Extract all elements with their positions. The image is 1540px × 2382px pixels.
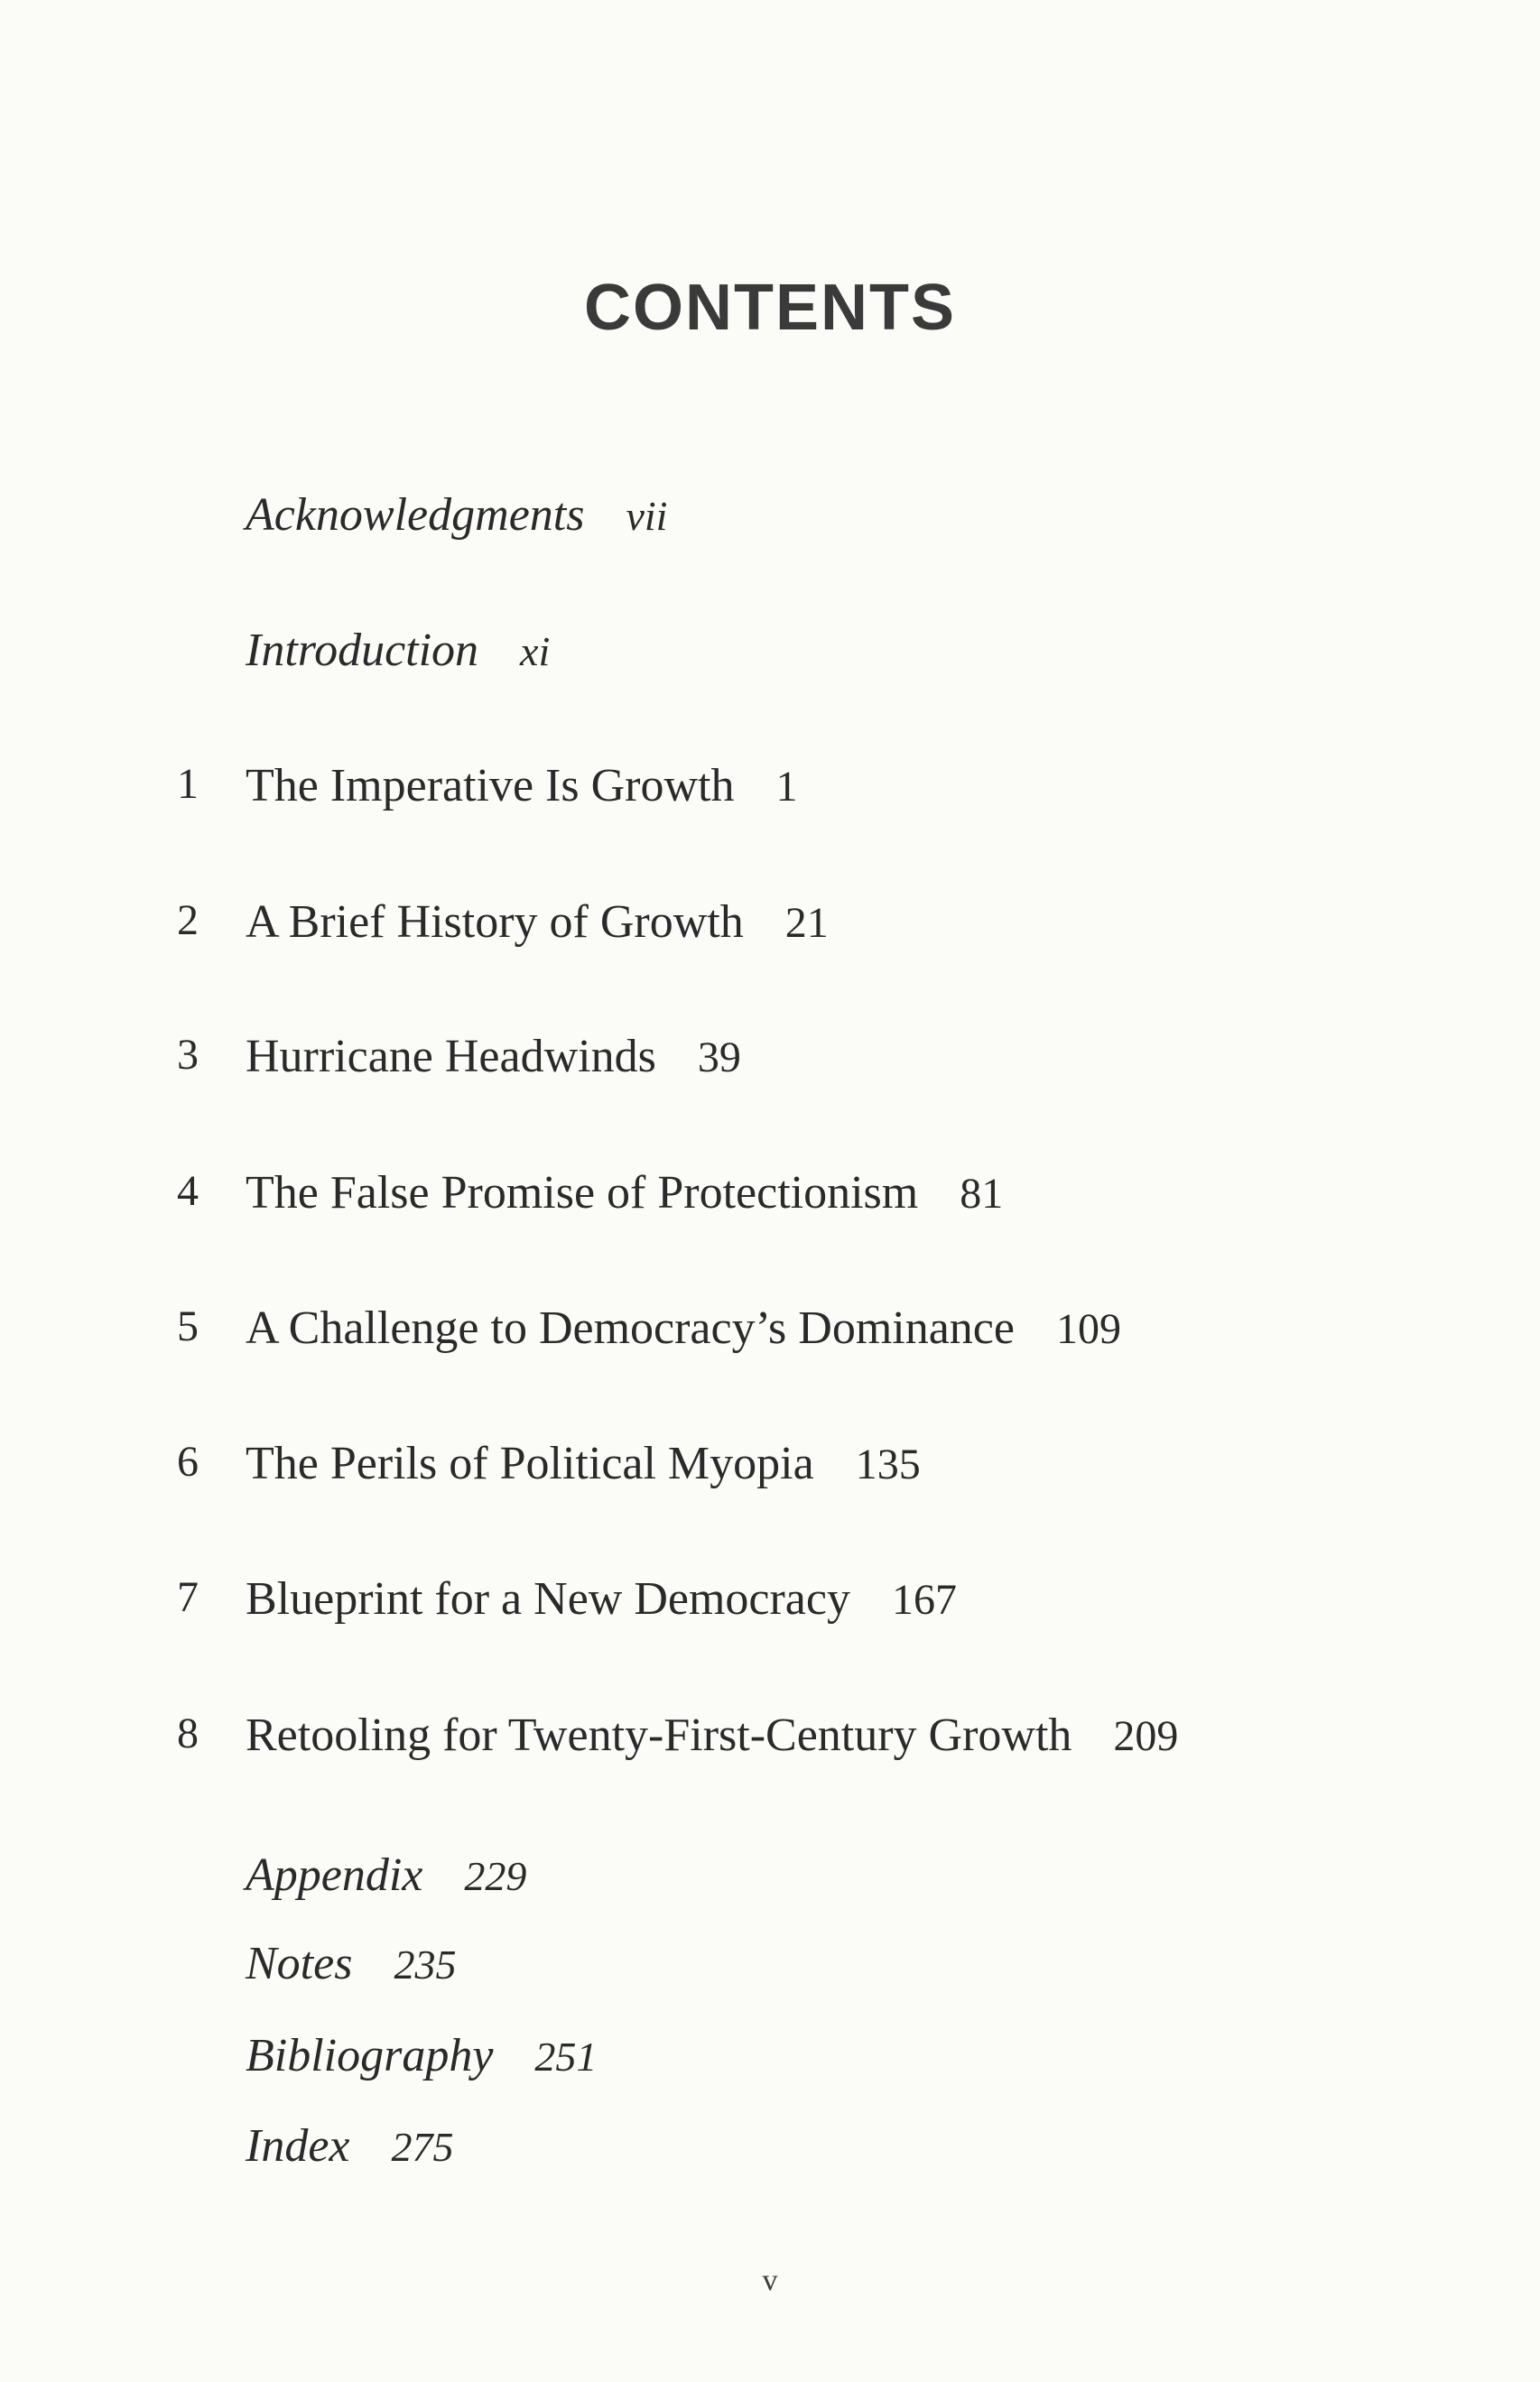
toc-page-number: 229 — [464, 1853, 527, 1899]
toc-page-number: 135 — [855, 1441, 921, 1488]
toc-entry-label: Introduction xi — [246, 625, 551, 676]
toc-page-number: 251 — [534, 2034, 598, 2080]
toc-entry-label: A Brief History of Growth 21 — [246, 896, 829, 948]
toc-page-number: 1 — [775, 763, 798, 811]
chapter-number: 5 — [177, 1302, 199, 1350]
toc-entry-label: Blueprint for a New Democracy 167 — [246, 1573, 957, 1625]
chapter-number: 3 — [177, 1031, 199, 1079]
chapter-number: 1 — [177, 760, 199, 808]
folio-page-number: v — [762, 2264, 778, 2297]
toc-entry-label: Appendix 229 — [246, 1849, 527, 1901]
toc-entry-label: The Perils of Political Myopia 135 — [246, 1438, 921, 1489]
chapter-number: 4 — [177, 1167, 199, 1215]
toc-page-number: vii — [626, 493, 668, 539]
toc-page-number: xi — [520, 628, 551, 674]
toc-entry-label: Hurricane Headwinds 39 — [246, 1031, 741, 1082]
toc-page-number: 21 — [784, 899, 829, 947]
toc-page-number: 209 — [1113, 1712, 1179, 1760]
toc-page-number: 109 — [1055, 1305, 1121, 1353]
toc-entry-label: The False Promise of Protectionism 81 — [246, 1167, 1004, 1219]
toc-entry-label: Index 275 — [246, 2120, 454, 2172]
toc-page-number: 39 — [697, 1033, 741, 1081]
toc-entry-label: Acknowledgments vii — [246, 489, 668, 541]
toc-entry-label: Retooling for Twenty-First-Century Growth 209 — [246, 1710, 1179, 1761]
toc-page-number: 275 — [391, 2124, 454, 2170]
toc-page-number: 167 — [891, 1576, 957, 1624]
toc-entry-label: Notes 235 — [246, 1938, 457, 1989]
chapter-number: 6 — [177, 1438, 199, 1486]
toc-entry-label: The Imperative Is Growth 1 — [246, 760, 798, 811]
chapter-number: 8 — [177, 1710, 199, 1757]
toc-page-number: 81 — [960, 1170, 1004, 1218]
toc-entry-label: A Challenge to Democracy’s Dominance 109 — [246, 1302, 1121, 1354]
toc-page-number: 235 — [394, 1942, 457, 1988]
toc-entry-label: Bibliography 251 — [246, 2030, 598, 2081]
chapter-number: 2 — [177, 896, 199, 944]
page-title: CONTENTS — [584, 272, 956, 344]
chapter-number: 7 — [177, 1573, 199, 1621]
